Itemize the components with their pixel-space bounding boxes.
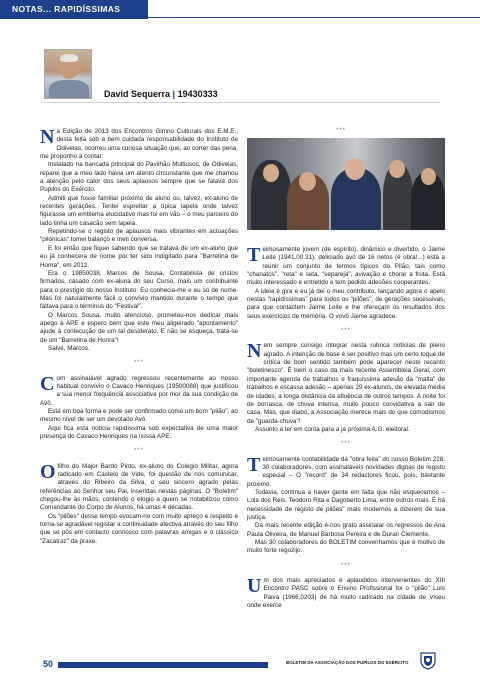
dropcap: C	[40, 372, 55, 395]
publication-name: BOLETIM DA ASSOCIAÇÃO DOS PUPILOS DO EXÉRCITO	[286, 660, 409, 665]
article-paragraph: E foi então que fiquei sabendo que se tratava de um ex-aluno que eu já conhecera de nome por ter sido indigitado para "Barretina de Honra", em 2012.	[40, 244, 238, 269]
author-number: 19430333	[177, 89, 218, 99]
group-photo	[247, 138, 445, 230]
article-paragraph: Ofilho do Major Bardo Pinto, ex-aluno do Colégio Militar, agora radicado em Castelo de Vide, foi questão de nos comunicar, através do Ribeiro da Silva, o seu sincero agrado pelas referências ao Senhor seu Pai, inseridas nestas páginas. O "Boletim" chegou-lhe às mãos, contendo o elogio a quem se notabilizou como Comandante do Corpo de Alunos, há umas 4 décadas.	[40, 460, 238, 512]
article-paragraph: Teimosamente contabilidade da "obra feita" do nosso Boletim 228: 30 colaboradores, com assinaláveis novidades dignas de registo especial – O "record" de 34 redactores ficou, pois, bastante próximo.	[247, 453, 445, 488]
page-number: 50	[43, 659, 54, 669]
author-photo	[44, 49, 92, 99]
article-paragraph: Era o 19850038, Marcos de Sousa, Contabilista de cristos firmados, casado com ex-aluna do seu Curso, mais um contribuinte para o prestígio do nosso Instituto. Eu conhecia-me e eu só de nome. Mas foi naturalmente fácil o convívio mantido durante o tempo que faltava para o términus do "Festival".	[40, 269, 238, 311]
author-photo-hair	[60, 54, 78, 62]
section-title: NOTAS... RAPIDÍSSIMAS	[12, 4, 121, 14]
article-paragraph: Nem sempre consigo integrar nesta rubrica notícias de pleno agrado. A intenção de base é ser positivo mas um certo toque de crítica de bom sentido também pode aparecer neste recanto "boletinesco". É bem o caso da mais recente Assembleia Geral, com importante agenda de trabalhos e fraquíssima adesão da "malta" de trabalhos e escassa adesão – apenas 29 ex-alunos, de elevada média de idades, a longa distância da afluência de outros tempos. A noite foi de borrasca, de chuva intensa, muito pouco convidativa a sair de casa. Mas, que diabo, a Associação merece mais do que comodismos de "guarda-chuva"!	[247, 340, 445, 425]
dropcap: N	[40, 126, 55, 148]
footer-bar	[58, 662, 268, 668]
dropcap: O	[40, 460, 56, 483]
article-paragraph: Um dos mais apreciados e aplaudidos intervenientes do XIII Encontro PASC sobre o Ensino Profissional foi o "pilão" Luís Paiva (1966.0203) de há muito radicado na cidade de Viseu onde exerce	[247, 575, 445, 610]
article-paragraph: O Marcos Sousa, muito atencioso, prometeu-nos dedicar mais apego à APE e espero bem que este meu aligeirado "apontamento" ajude à contecução de um tal desiderato. E não se esqueça, trata-se de um "Barretina de Honra"!	[40, 311, 238, 344]
header-rule	[148, 17, 480, 18]
author-photo-shirt	[49, 80, 89, 99]
section-header	[0, 0, 148, 19]
section-separator: ***	[336, 128, 347, 134]
section-separator: ***	[340, 562, 351, 569]
article-paragraph: Admiti que fosse familiar próximo de aluno ou, talvez, ex-aluno de recentes gerações. Tentei espreitar a típica lapela onde talvez figurasse um emblema elucidativo mas foi em vão – o meu parceiro do lado tinha um casacão sem lapela.	[40, 194, 238, 227]
photo-face	[299, 172, 316, 191]
article-paragraph: Aqui fica esta notícia rapidíssima sob expectativa de uma maior presença do Cavaco Henriques na nossa APE.	[40, 424, 238, 441]
article-paragraph: Todavia, continua a haver gente em falta que não esquecemos – Lola dos Reis, Teodoro Rita e Dagoberto Lima, entre outros mais. É há necessidade de registo de pilões" mais modernos a dizerem de sua justiça.	[247, 488, 445, 521]
dropcap: U	[247, 575, 262, 598]
author-name: David Sequerra	[104, 89, 171, 99]
article-paragraph: Está em boa forma e pode ser confirmado como um bom "pilão", ao mesmo nível de ser um devotado Avô.	[40, 408, 238, 424]
article-paragraph: Teimosamente jovem (de espírito), dinâmico e divertido, o Jaime Leite (1941.00.31), deliciado avô de 16 netos (é obra!...) está a reunir um conjunto de termos típicos do Pilão, tais como "chanatos", "reta" e seta, "separeja", avivação e chorar a fruta. Está muito interessado e entretido e tem pedido adesões cooperantes.	[247, 244, 445, 287]
left-column	[40, 128, 238, 546]
article-paragraph: Os "pilões" desse tempo evocam-no com muito apreço e respeito e torna-se agradável registar a continuidade afectiva através do seu filho que se pôs em contacto connosco com palavras amigas e o clássico "Zacatraz" da praxe.	[40, 512, 238, 545]
article-paragraph: Instalado na bancada principal do Pavilhão Multiusos, de Odivelas, reparei que a meu lado havia um atento circunstante que me chamou a atenção pelo calor dos seus aplausos sempre que se falava dos Pupilos do Exército.	[40, 161, 238, 194]
dropcap: N	[247, 340, 262, 363]
photo-face	[263, 164, 279, 182]
dropcap: T	[247, 244, 261, 266]
section-separator: ***	[340, 441, 351, 448]
section-separator: ***	[133, 360, 144, 367]
article-paragraph: Salvé, Marcos.	[48, 344, 90, 352]
author-rule	[44, 102, 440, 103]
dropcap: T	[247, 453, 261, 476]
section-separator: ***	[133, 448, 144, 455]
right-column	[247, 246, 445, 610]
article-paragraph: Mas 30 colaboradores do BOLETIM convenhamos que é motivo de muito forte regozijo.	[247, 539, 445, 555]
article-paragraph: Assunto a ter em conta para a já próxima A.G. eleitoral.	[255, 425, 410, 433]
article-paragraph: Com assinalável agrado regressou recentemente ao nosso habitual convívio o Cavaco Henriques (19500088) que justificou a sua menor frequência associativa por mor da sua condição de Avô.	[40, 372, 238, 407]
author-separator: |	[172, 89, 176, 99]
photo-face	[389, 160, 405, 178]
photo-face	[345, 158, 365, 180]
section-separator: ***	[340, 328, 351, 335]
photo-face	[421, 168, 436, 185]
article-paragraph: Na Edição de 2013 dos Encontros Gimno Culturais dos E.M.E., desta feita sob a bem cuidada responsabilidade do Instituto de Odivelas, ocorreu uma curiosa situação que, ao correr das pena, me proponho a contar:	[40, 126, 238, 161]
author-byline	[104, 89, 218, 99]
article-paragraph: Repetindo-se o registo de aplausos mais vibrantes em actuações "pilónicas" tomei balanço e meti conversa.	[40, 228, 238, 244]
article-paragraph: A ideia é gira e eu já dei o meu contributo, lançando agora o apelo nestas "rapidíssimas" para todos os "pilões", de gerações sucessivas, para que contactem Jaime Leite e lhe ofereçam os resultados dos seus exercícios de memória. O vovô Jaime agradece.	[247, 287, 445, 320]
association-crest-icon	[418, 651, 438, 670]
article-paragraph: Da mais recente edição é-nos grato assinalar os regressos de Ana Paula Oliveira, de Manuel Barbosa Pereira e de Duran Clemente.	[247, 522, 445, 538]
